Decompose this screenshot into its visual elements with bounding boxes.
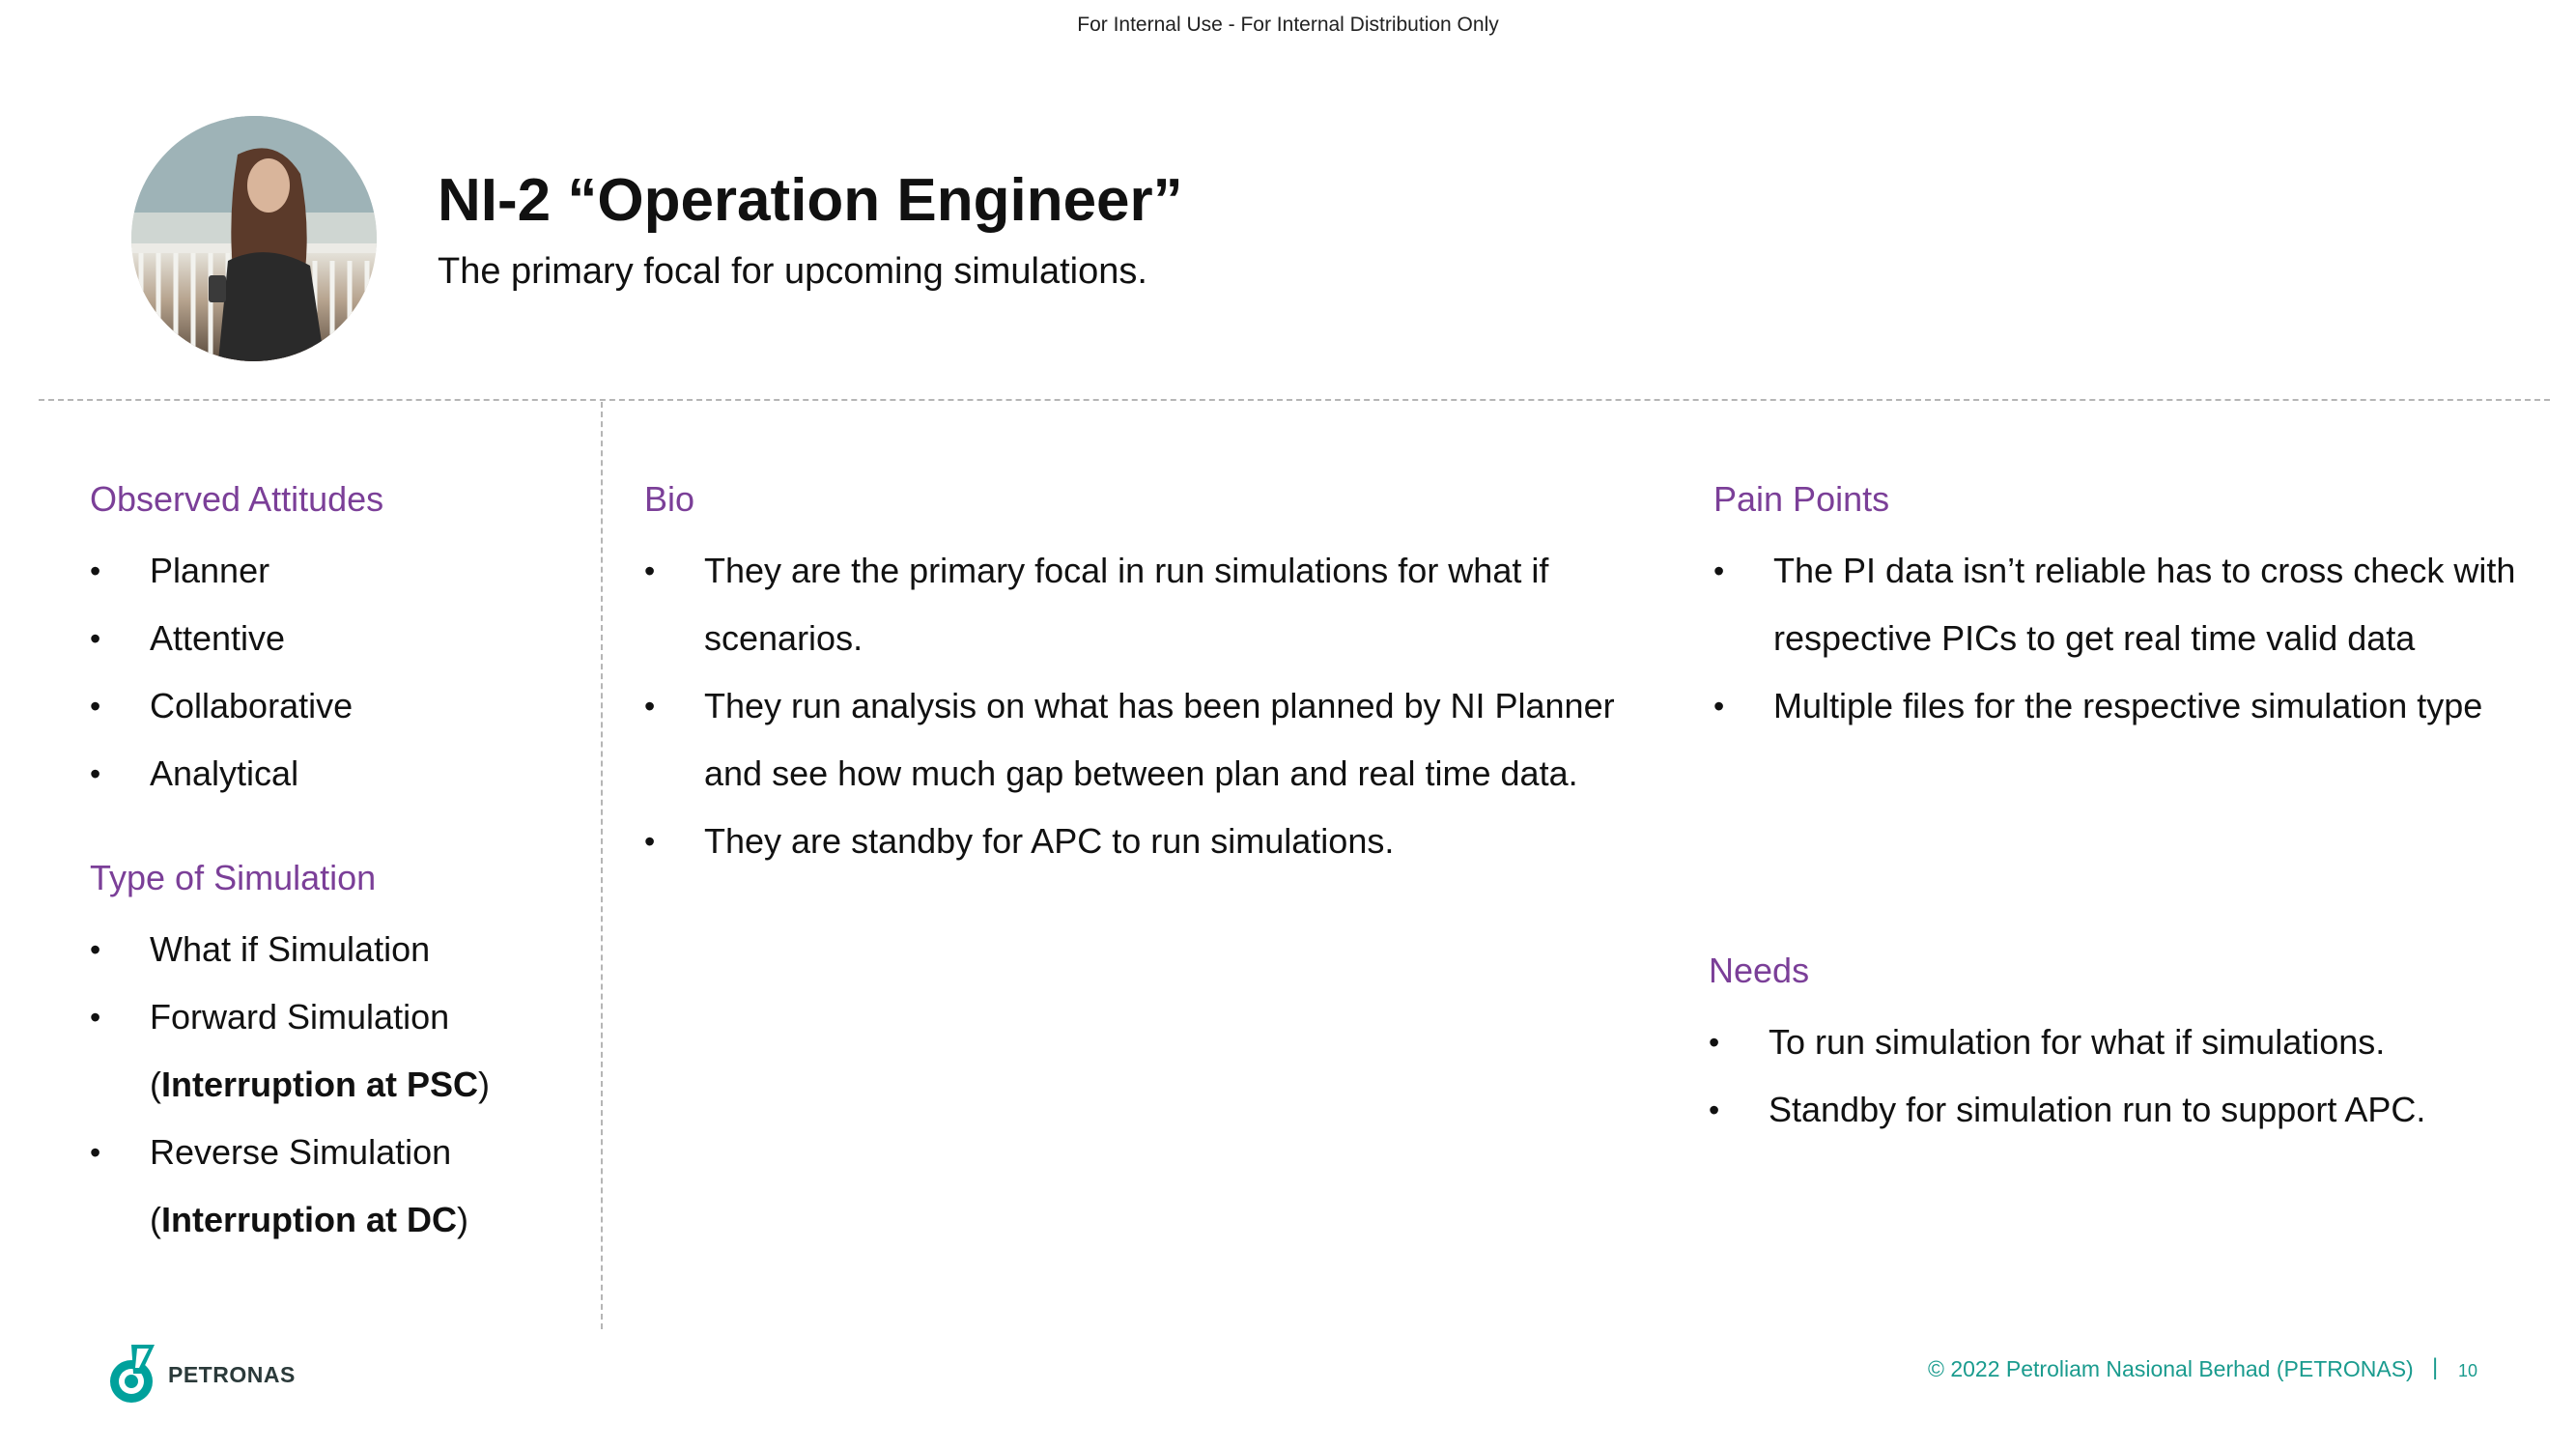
list-item-text: • Forward Simulation	[150, 997, 450, 1037]
list-item-text-cont: scenarios.	[704, 618, 863, 658]
list-item: • Collaborative	[90, 672, 353, 740]
needs-list	[1709, 1009, 2559, 1144]
list-item	[1713, 537, 2563, 672]
petronas-logo	[106, 1341, 296, 1408]
footer-separator: |	[2432, 1354, 2439, 1380]
list-item-text-cont: and see how much gap between plan and real time data.	[704, 753, 1578, 793]
interruption-label: Interruption at PSC	[161, 1065, 479, 1104]
list-item-text: What if Simulation	[150, 929, 431, 969]
paren-open: (	[150, 1065, 161, 1104]
persona-subtitle: The primary focal for upcoming simulations.	[438, 251, 1147, 292]
petronas-logo-icon	[106, 1341, 162, 1408]
persona-title: NI-2 “Operation Engineer”	[438, 167, 1183, 234]
petronas-logo-text: PETRONAS	[168, 1361, 296, 1387]
observed-attitudes-heading: Observed Attitudes	[90, 479, 384, 519]
horizontal-divider	[39, 399, 2550, 401]
list-item: • Planner	[90, 537, 353, 605]
list-item-detail	[150, 1051, 490, 1119]
footer-copyright: © 2022 Petroliam Nasional Berhad (PETRONAS)	[1928, 1356, 2414, 1381]
persona-photo-image	[131, 116, 377, 361]
list-item: • To run simulation for what if simulations.	[1709, 1009, 2559, 1076]
interruption-label: Interruption at DC	[161, 1200, 457, 1239]
list-item-text: • Multiple files for the respective simulation type	[1773, 686, 2483, 725]
classification-label: For Internal Use - For Internal Distribution Only	[1077, 14, 1499, 36]
list-item-text-cont: respective PICs to get real time valid data	[1773, 618, 2416, 658]
type-of-simulation-list	[90, 916, 490, 1254]
list-item	[90, 1119, 490, 1254]
list-item	[644, 537, 1668, 672]
page-number: 10	[2458, 1361, 2478, 1380]
paren-close: )	[478, 1065, 491, 1104]
list-item-text: • They run analysis on what has been planned by NI Planner	[704, 686, 1615, 725]
list-item	[90, 916, 490, 983]
type-of-simulation-heading: Type of Simulation	[90, 858, 377, 897]
list-item-text: • They are the primary focal in run simulations for what if	[704, 551, 1549, 590]
bio-heading: Bio	[644, 479, 695, 519]
paren-open: (	[150, 1200, 161, 1239]
list-item	[644, 672, 1668, 808]
list-item-detail	[150, 1186, 490, 1254]
bio-list	[644, 537, 1668, 875]
list-item-text: • They are standby for APC to run simulations.	[704, 821, 1395, 861]
list-item	[90, 983, 490, 1119]
list-item: • Standby for simulation run to support APC.	[1709, 1076, 2559, 1144]
observed-attitudes-list	[90, 537, 353, 808]
list-item: • Analytical	[90, 740, 353, 808]
pain-points-heading: Pain Points	[1713, 479, 1890, 519]
list-item-text: • The PI data isn’t reliable has to cross check with	[1773, 551, 2516, 590]
list-item	[644, 808, 1668, 875]
paren-close: )	[456, 1200, 468, 1239]
list-item: • Attentive	[90, 605, 353, 672]
list-item-text: • Reverse Simulation	[150, 1132, 452, 1172]
persona-photo	[131, 116, 377, 361]
vertical-divider	[601, 402, 603, 1329]
list-item	[1713, 672, 2563, 740]
needs-heading: Needs	[1709, 951, 1810, 990]
pain-points-list	[1713, 537, 2563, 740]
